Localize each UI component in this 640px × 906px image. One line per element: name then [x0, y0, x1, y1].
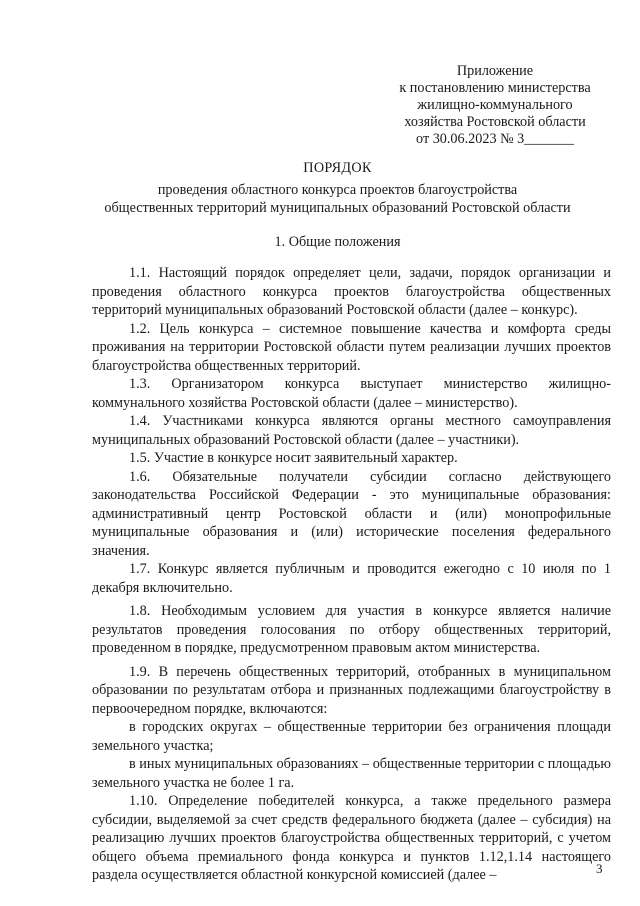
paragraph-1-2: 1.2. Цель конкурса – системное повышение качества и комфорта среды проживания на территории Ростовской области путем реализации лучших проектов благоустройства общественных территорий.: [92, 320, 611, 374]
appendix-line: Приложение: [456, 63, 534, 79]
paragraph-1-9-item-b: в иных муниципальных образованиях – общественные территории с площадью земельного участка не более 1 га.: [92, 756, 611, 791]
paragraph-1-10: 1.10. Определение победителей конкурса, а также предельного размера субсидии, выделяемой за счет средств федерального бюджета (далее – субсидия) на реализацию лучших проектов благоустройства общественных территорий, с учетом общего объема премиального фонда конкурса и пунктов 1.12,1.14 настоящего раздела осуществляется областной конкурсной комиссией (далее –: [92, 793, 611, 883]
appendix-date-line: от 30.06.2023 № 3_______: [416, 131, 574, 147]
paragraph-1-9-item-a: в городских округах – общественные территории без ограничения площади земельного участка;: [92, 719, 611, 754]
appendix-line: жилищно-коммунального: [417, 97, 573, 113]
paragraph-1-4: 1.4. Участниками конкурса являются органы местного самоуправления муниципальных образований Ростовской области (далее – участники).: [92, 413, 611, 448]
paragraph-1-1: 1.1. Настоящий порядок определяет цели, задачи, порядок организации и проведения областного конкурса проектов благоустройства общественных территорий муниципальных образований Ростовской области (далее – конкурс).: [92, 265, 611, 318]
page-number: 3: [596, 861, 603, 876]
paragraph-1-5: 1.5. Участие в конкурсе носит заявительный характер.: [129, 450, 458, 466]
appendix-block: [380, 63, 610, 148]
paragraph-1-8: 1.8. Необходимым условием для участия в конкурсе является наличие результатов проведения голосования по отбору общественных территорий, проведенном в порядке, предусмотренном правовым актом министерства.: [92, 603, 611, 656]
document-title: [60, 159, 615, 217]
appendix-line: к постановлению министерства: [399, 80, 591, 96]
paragraph-1-3: 1.3. Организатором конкурса выступает министерство жилищно-коммунального хозяйства Ростовской области (далее – министерство).: [92, 376, 611, 411]
paragraph-1-6: 1.6. Обязательные получатели субсидии согласно действующего законодательства Российской Федерации - это муниципальные образования: административный центр Ростовской области и (или) монопрофильные муниципальные образования и (или) исторические поселения федерального значения.: [92, 468, 611, 559]
title-line: проведения областного конкурса проектов благоустройства: [157, 182, 518, 198]
paragraph-1-9: 1.9. В перечень общественных территорий, отобранных в муниципальном образовании по результатам отбора и признанных подлежащими благоустройству в первоочередном порядке, включаются:: [92, 663, 611, 717]
appendix-line: хозяйства Ростовской области: [404, 114, 586, 130]
document-body: [92, 264, 611, 885]
title-line: общественных территорий муниципальных образований Ростовской области: [104, 200, 571, 216]
title-heading: ПОРЯДОК: [303, 160, 372, 176]
paragraph-1-7: 1.7. Конкурс является публичным и проводится ежегодно с 10 июля по 1 декабря включительно.: [92, 561, 611, 596]
section-heading: 1. Общие положения: [274, 234, 401, 250]
